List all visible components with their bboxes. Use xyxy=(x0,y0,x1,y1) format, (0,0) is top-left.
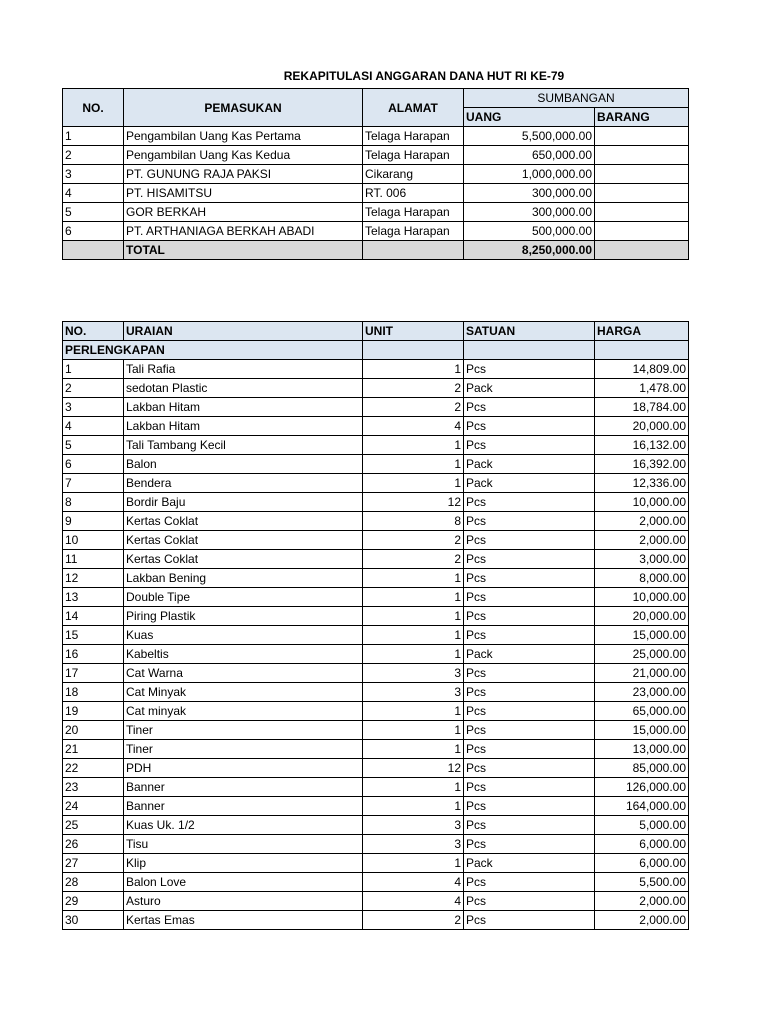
section-perlengkapan: PERLENGKAPAN xyxy=(63,341,363,360)
table-row xyxy=(63,721,689,740)
cell-barang xyxy=(595,184,689,203)
income-table xyxy=(62,88,689,260)
cell-no: 22 xyxy=(63,759,124,778)
header-harga: HARGA xyxy=(595,322,689,341)
cell-uraian: Kertas Coklat xyxy=(124,531,363,550)
cell-satuan: Pack xyxy=(464,645,595,664)
cell-harga: 6,000.00 xyxy=(595,835,689,854)
cell-unit: 2 xyxy=(363,398,464,417)
cell-uraian: Kabeltis xyxy=(124,645,363,664)
cell-alamat: Telaga Harapan xyxy=(363,222,464,241)
cell-pemasukan: PT. ARTHANIAGA BERKAH ABADI xyxy=(124,222,363,241)
cell-no: 7 xyxy=(63,474,124,493)
cell-alamat: Telaga Harapan xyxy=(363,203,464,222)
cell-uraian: Kertas Coklat xyxy=(124,550,363,569)
table-row xyxy=(63,740,689,759)
cell-satuan: Pcs xyxy=(464,816,595,835)
cell-uraian: Lakban Hitam xyxy=(124,398,363,417)
table-row xyxy=(63,683,689,702)
table-row xyxy=(63,778,689,797)
table-row xyxy=(63,127,689,146)
cell-uang: 5,500,000.00 xyxy=(464,127,595,146)
cell-unit: 1 xyxy=(363,702,464,721)
cell-harga: 20,000.00 xyxy=(595,417,689,436)
cell-alamat: Cikarang xyxy=(363,165,464,184)
cell-satuan: Pcs xyxy=(464,740,595,759)
cell-satuan: Pcs xyxy=(464,607,595,626)
cell-harga: 2,000.00 xyxy=(595,531,689,550)
cell-harga: 85,000.00 xyxy=(595,759,689,778)
section-cell xyxy=(464,341,595,360)
cell-uang: 300,000.00 xyxy=(464,203,595,222)
cell-unit: 3 xyxy=(363,683,464,702)
table-row xyxy=(63,146,689,165)
cell-unit: 1 xyxy=(363,588,464,607)
cell-uraian: Cat Minyak xyxy=(124,683,363,702)
table-row xyxy=(63,569,689,588)
cell-alamat: RT. 006 xyxy=(363,184,464,203)
total-row xyxy=(63,241,689,260)
cell-uraian: Bendera xyxy=(124,474,363,493)
cell-harga: 15,000.00 xyxy=(595,721,689,740)
cell-alamat: Telaga Harapan xyxy=(363,146,464,165)
cell-uraian: Bordir Baju xyxy=(124,493,363,512)
table-row xyxy=(63,184,689,203)
sheet-title: REKAPITULASI ANGGARAN DANA HUT RI KE-79 xyxy=(283,69,565,83)
cell-satuan: Pcs xyxy=(464,512,595,531)
cell-pemasukan: PT. HISAMITSU xyxy=(124,184,363,203)
cell-no: 4 xyxy=(63,184,124,203)
cell-no: 3 xyxy=(63,165,124,184)
cell-barang xyxy=(595,146,689,165)
table-row xyxy=(63,531,689,550)
cell-no: 2 xyxy=(63,379,124,398)
cell-satuan: Pcs xyxy=(464,873,595,892)
cell-uraian: Cat Warna xyxy=(124,664,363,683)
table-row xyxy=(63,398,689,417)
cell-no: 19 xyxy=(63,702,124,721)
cell-satuan: Pack xyxy=(464,379,595,398)
cell-uraian: Asturo xyxy=(124,892,363,911)
cell-unit: 2 xyxy=(363,379,464,398)
cell-no: 14 xyxy=(63,607,124,626)
cell-satuan: Pcs xyxy=(464,550,595,569)
cell-harga: 16,132.00 xyxy=(595,436,689,455)
cell-harga: 20,000.00 xyxy=(595,607,689,626)
cell-uraian: Piring Plastik xyxy=(124,607,363,626)
cell-harga: 65,000.00 xyxy=(595,702,689,721)
cell-satuan: Pcs xyxy=(464,664,595,683)
cell-harga: 25,000.00 xyxy=(595,645,689,664)
cell-uraian: Banner xyxy=(124,778,363,797)
cell-satuan: Pcs xyxy=(464,702,595,721)
cell-satuan: Pcs xyxy=(464,759,595,778)
cell-pemasukan: Pengambilan Uang Kas Pertama xyxy=(124,127,363,146)
table-row xyxy=(63,360,689,379)
cell-uraian: Tisu xyxy=(124,835,363,854)
cell-harga: 2,000.00 xyxy=(595,911,689,930)
cell-unit: 1 xyxy=(363,721,464,740)
table-row xyxy=(63,664,689,683)
table-row xyxy=(63,835,689,854)
cell-harga: 10,000.00 xyxy=(595,588,689,607)
table-row xyxy=(63,493,689,512)
cell-uraian: Lakban Hitam xyxy=(124,417,363,436)
table-row xyxy=(63,512,689,531)
header-sumbangan: SUMBANGAN xyxy=(464,89,689,108)
cell-no: 21 xyxy=(63,740,124,759)
cell-no: 23 xyxy=(63,778,124,797)
cell-no: 4 xyxy=(63,417,124,436)
cell-satuan: Pcs xyxy=(464,683,595,702)
expense-table xyxy=(62,321,689,930)
cell-uang: 650,000.00 xyxy=(464,146,595,165)
table-row xyxy=(63,550,689,569)
table-row xyxy=(63,455,689,474)
cell-no: 5 xyxy=(63,203,124,222)
cell-satuan: Pcs xyxy=(464,360,595,379)
cell-no: 6 xyxy=(63,455,124,474)
cell-alamat: Telaga Harapan xyxy=(363,127,464,146)
table-row xyxy=(63,436,689,455)
cell-satuan: Pcs xyxy=(464,892,595,911)
cell-barang xyxy=(595,165,689,184)
cell-no: 15 xyxy=(63,626,124,645)
cell-uraian: Kuas xyxy=(124,626,363,645)
cell-unit: 1 xyxy=(363,797,464,816)
cell-satuan: Pcs xyxy=(464,588,595,607)
cell-no: 9 xyxy=(63,512,124,531)
table-row xyxy=(63,607,689,626)
cell-uraian: Balon Love xyxy=(124,873,363,892)
cell-pemasukan: PT. GUNUNG RAJA PAKSI xyxy=(124,165,363,184)
cell-uraian: Klip xyxy=(124,854,363,873)
cell-unit: 2 xyxy=(363,550,464,569)
cell-harga: 164,000.00 xyxy=(595,797,689,816)
cell-harga: 12,336.00 xyxy=(595,474,689,493)
cell-harga: 5,500.00 xyxy=(595,873,689,892)
table-row xyxy=(63,165,689,184)
cell-pemasukan: Pengambilan Uang Kas Kedua xyxy=(124,146,363,165)
header-no: NO. xyxy=(63,89,124,127)
total-uang: 8,250,000.00 xyxy=(464,241,595,260)
cell-uraian: Tiner xyxy=(124,721,363,740)
cell-satuan: Pcs xyxy=(464,569,595,588)
table-row xyxy=(63,873,689,892)
cell-uraian: Lakban Bening xyxy=(124,569,363,588)
section-cell xyxy=(363,341,464,360)
cell-satuan: Pcs xyxy=(464,778,595,797)
cell-uang: 1,000,000.00 xyxy=(464,165,595,184)
total-cell xyxy=(63,241,124,260)
cell-harga: 3,000.00 xyxy=(595,550,689,569)
total-cell xyxy=(363,241,464,260)
table-row xyxy=(63,797,689,816)
cell-harga: 8,000.00 xyxy=(595,569,689,588)
table-row xyxy=(63,379,689,398)
cell-unit: 1 xyxy=(363,740,464,759)
cell-unit: 1 xyxy=(363,607,464,626)
cell-uraian: Double Tipe xyxy=(124,588,363,607)
cell-unit: 1 xyxy=(363,569,464,588)
table-row xyxy=(63,417,689,436)
cell-harga: 2,000.00 xyxy=(595,512,689,531)
cell-uang: 300,000.00 xyxy=(464,184,595,203)
cell-no: 13 xyxy=(63,588,124,607)
cell-unit: 3 xyxy=(363,835,464,854)
table-row xyxy=(63,702,689,721)
cell-uraian: Tali Tambang Kecil xyxy=(124,436,363,455)
table-row xyxy=(63,645,689,664)
cell-no: 27 xyxy=(63,854,124,873)
cell-harga: 18,784.00 xyxy=(595,398,689,417)
cell-barang xyxy=(595,127,689,146)
cell-uraian: Tali Rafia xyxy=(124,360,363,379)
cell-uraian: sedotan Plastic xyxy=(124,379,363,398)
cell-barang xyxy=(595,203,689,222)
cell-uraian: Cat minyak xyxy=(124,702,363,721)
cell-unit: 1 xyxy=(363,436,464,455)
cell-harga: 6,000.00 xyxy=(595,854,689,873)
cell-no: 28 xyxy=(63,873,124,892)
cell-no: 17 xyxy=(63,664,124,683)
cell-unit: 1 xyxy=(363,360,464,379)
header-no: NO. xyxy=(63,322,124,341)
table-row xyxy=(63,626,689,645)
cell-uraian: Kuas Uk. 1/2 xyxy=(124,816,363,835)
cell-unit: 3 xyxy=(363,664,464,683)
header-alamat: ALAMAT xyxy=(363,89,464,127)
cell-no: 16 xyxy=(63,645,124,664)
table-row xyxy=(63,203,689,222)
cell-satuan: Pcs xyxy=(464,721,595,740)
cell-no: 5 xyxy=(63,436,124,455)
cell-satuan: Pcs xyxy=(464,797,595,816)
cell-unit: 2 xyxy=(363,911,464,930)
cell-no: 26 xyxy=(63,835,124,854)
cell-unit: 1 xyxy=(363,778,464,797)
cell-barang xyxy=(595,222,689,241)
cell-uraian: Kertas Coklat xyxy=(124,512,363,531)
cell-no: 11 xyxy=(63,550,124,569)
cell-uraian: PDH xyxy=(124,759,363,778)
table-row xyxy=(63,854,689,873)
cell-harga: 15,000.00 xyxy=(595,626,689,645)
cell-harga: 16,392.00 xyxy=(595,455,689,474)
cell-unit: 2 xyxy=(363,531,464,550)
cell-satuan: Pcs xyxy=(464,911,595,930)
header-uang: UANG xyxy=(464,108,595,127)
cell-no: 18 xyxy=(63,683,124,702)
cell-satuan: Pcs xyxy=(464,398,595,417)
table-row xyxy=(63,474,689,493)
table-row xyxy=(63,222,689,241)
cell-no: 29 xyxy=(63,892,124,911)
cell-harga: 23,000.00 xyxy=(595,683,689,702)
header-uraian: URAIAN xyxy=(124,322,363,341)
cell-harga: 21,000.00 xyxy=(595,664,689,683)
cell-unit: 4 xyxy=(363,417,464,436)
cell-uraian: Tiner xyxy=(124,740,363,759)
cell-pemasukan: GOR BERKAH xyxy=(124,203,363,222)
header-satuan: SATUAN xyxy=(464,322,595,341)
cell-satuan: Pcs xyxy=(464,417,595,436)
cell-no: 1 xyxy=(63,127,124,146)
cell-uang: 500,000.00 xyxy=(464,222,595,241)
cell-harga: 2,000.00 xyxy=(595,892,689,911)
cell-unit: 8 xyxy=(363,512,464,531)
cell-no: 24 xyxy=(63,797,124,816)
cell-unit: 3 xyxy=(363,816,464,835)
header-unit: UNIT xyxy=(363,322,464,341)
total-label: TOTAL xyxy=(124,241,363,260)
cell-satuan: Pack xyxy=(464,455,595,474)
cell-uraian: Balon xyxy=(124,455,363,474)
cell-no: 8 xyxy=(63,493,124,512)
cell-harga: 126,000.00 xyxy=(595,778,689,797)
cell-satuan: Pcs xyxy=(464,835,595,854)
cell-unit: 4 xyxy=(363,892,464,911)
cell-no: 12 xyxy=(63,569,124,588)
cell-unit: 12 xyxy=(363,759,464,778)
cell-harga: 14,809.00 xyxy=(595,360,689,379)
cell-unit: 1 xyxy=(363,854,464,873)
table-row xyxy=(63,816,689,835)
cell-no: 3 xyxy=(63,398,124,417)
table-row xyxy=(63,892,689,911)
cell-satuan: Pcs xyxy=(464,626,595,645)
section-cell xyxy=(595,341,689,360)
cell-harga: 13,000.00 xyxy=(595,740,689,759)
cell-uraian: Banner xyxy=(124,797,363,816)
total-cell xyxy=(595,241,689,260)
cell-no: 6 xyxy=(63,222,124,241)
cell-satuan: Pcs xyxy=(464,493,595,512)
cell-unit: 1 xyxy=(363,455,464,474)
cell-satuan: Pack xyxy=(464,474,595,493)
cell-no: 20 xyxy=(63,721,124,740)
cell-no: 10 xyxy=(63,531,124,550)
cell-unit: 12 xyxy=(363,493,464,512)
cell-harga: 1,478.00 xyxy=(595,379,689,398)
table-row xyxy=(63,588,689,607)
cell-uraian: Kertas Emas xyxy=(124,911,363,930)
table-row xyxy=(63,759,689,778)
cell-satuan: Pcs xyxy=(464,531,595,550)
table-row xyxy=(63,911,689,930)
cell-harga: 10,000.00 xyxy=(595,493,689,512)
cell-no: 2 xyxy=(63,146,124,165)
cell-satuan: Pcs xyxy=(464,436,595,455)
cell-unit: 1 xyxy=(363,645,464,664)
cell-harga: 5,000.00 xyxy=(595,816,689,835)
cell-unit: 1 xyxy=(363,474,464,493)
cell-no: 30 xyxy=(63,911,124,930)
header-pemasukan: PEMASUKAN xyxy=(124,89,363,127)
cell-no: 1 xyxy=(63,360,124,379)
header-barang: BARANG xyxy=(595,108,689,127)
cell-satuan: Pack xyxy=(464,854,595,873)
cell-unit: 4 xyxy=(363,873,464,892)
cell-unit: 1 xyxy=(363,626,464,645)
cell-no: 25 xyxy=(63,816,124,835)
